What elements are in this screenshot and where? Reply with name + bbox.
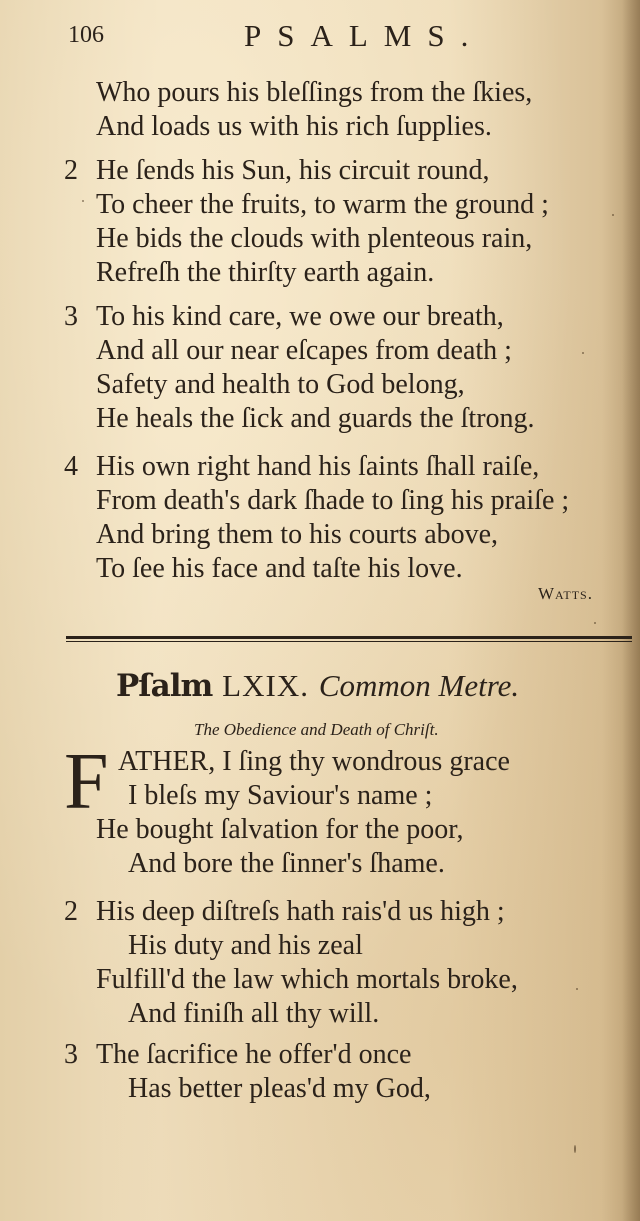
verse-text: I bleſs my Saviour's name ; (128, 780, 433, 811)
verse-line (64, 997, 624, 1031)
verse-text: To ſee his face and taſte his love. (96, 553, 463, 584)
stanza-number: 2 (64, 896, 78, 927)
page-header (68, 18, 568, 52)
verse-line (64, 300, 624, 334)
verse-line (64, 402, 624, 436)
verse-line (64, 929, 624, 963)
stanza-number: 3 (64, 1039, 78, 1070)
verse-text: From death's dark ſhade to ſing his praiſe ; (96, 485, 570, 516)
verse-text: And bring them to his courts above, (96, 519, 499, 550)
verse-text: The ſacrifice he offer'd once (96, 1039, 412, 1070)
verse-line (64, 963, 624, 997)
running-head: PSALMS. (244, 18, 485, 53)
psalm-title-label: Pſalm (116, 668, 213, 704)
paper-speck (582, 352, 584, 354)
verse-line (64, 779, 624, 813)
verse-text: ATHER, I ſing thy wondrous grace (118, 746, 510, 777)
stanza-number: 3 (64, 301, 78, 332)
verse-line (64, 813, 624, 847)
verse-text: Safety and health to God belong, (96, 369, 465, 400)
verse-text: And loads us with his rich ſupplies. (96, 111, 492, 142)
stanza-number: 4 (64, 451, 78, 482)
verse-text: Who pours his bleſſings from the ſkies, (96, 77, 533, 108)
verse-line (64, 1038, 624, 1072)
page-number: 106 (68, 22, 104, 48)
verse-line (64, 188, 624, 222)
verse-line (64, 895, 624, 929)
verse-line (64, 847, 624, 881)
stanza-3 (64, 300, 624, 436)
stanza-1 (64, 779, 624, 881)
verse-line (64, 368, 624, 402)
verse-line (64, 518, 624, 552)
verse-line (64, 76, 624, 110)
verse-line (64, 222, 624, 256)
section-divider-thin (66, 641, 632, 642)
stanza-2 (64, 154, 624, 290)
verse-text: He bids the clouds with plenteous rain, (96, 223, 533, 254)
verse-text: To his kind care, we owe our breath, (96, 301, 504, 332)
verse-line (64, 552, 624, 586)
verse-text: Fulfill'd the law which mortals broke, (96, 964, 518, 995)
author-attribution: Watts. (538, 584, 593, 603)
psalm-number: LXIX. (222, 668, 309, 703)
verse-text: Refreſh the thirſty earth again. (96, 257, 435, 288)
drop-cap: F (64, 738, 109, 826)
verse-line (64, 1072, 624, 1106)
verse-text: He ſends his Sun, his circuit round, (96, 155, 490, 186)
verse-text: His duty and his zeal (128, 930, 363, 961)
paper-speck (612, 214, 614, 216)
stanza-2-bottom (64, 895, 624, 1031)
verse-line (64, 484, 624, 518)
verse-text: And bore the ſinner's ſhame. (128, 848, 445, 879)
psalm-metre: Common Metre. (318, 668, 520, 703)
psalm-subtitle: The Obedience and Death of Chriſt. (194, 720, 439, 739)
verse-line (64, 450, 624, 484)
page-edge-shadow (622, 0, 640, 1221)
verse-text: His own right hand his ſaints ſhall raiſe, (96, 451, 540, 482)
verse-text: He heals the ſick and guards the ſtrong. (96, 403, 535, 434)
verse-line (64, 256, 624, 290)
verse-line (64, 154, 624, 188)
stanza-continuation (64, 76, 624, 144)
stanza-4 (64, 450, 624, 586)
verse-text: He bought ſalvation for the poor, (96, 814, 464, 845)
verse-text: And finiſh all thy will. (128, 998, 380, 1029)
verse-line (64, 110, 624, 144)
paper-speck (594, 622, 596, 624)
verse-text: His deep diſtreſs hath rais'd us high ; (96, 896, 505, 927)
paper-speck (82, 200, 84, 202)
paper-speck (574, 1145, 576, 1153)
verse-text: To cheer the fruits, to warm the ground ; (96, 189, 549, 220)
psalm-title (116, 668, 519, 704)
stanza-3-bottom (64, 1038, 624, 1106)
verse-text: Has better pleas'd my God, (128, 1073, 431, 1104)
section-divider (66, 636, 632, 639)
paper-speck (576, 988, 578, 990)
verse-text: And all our near eſcapes from death ; (96, 335, 512, 366)
stanza-number: 2 (64, 155, 78, 186)
verse-line (64, 334, 624, 368)
